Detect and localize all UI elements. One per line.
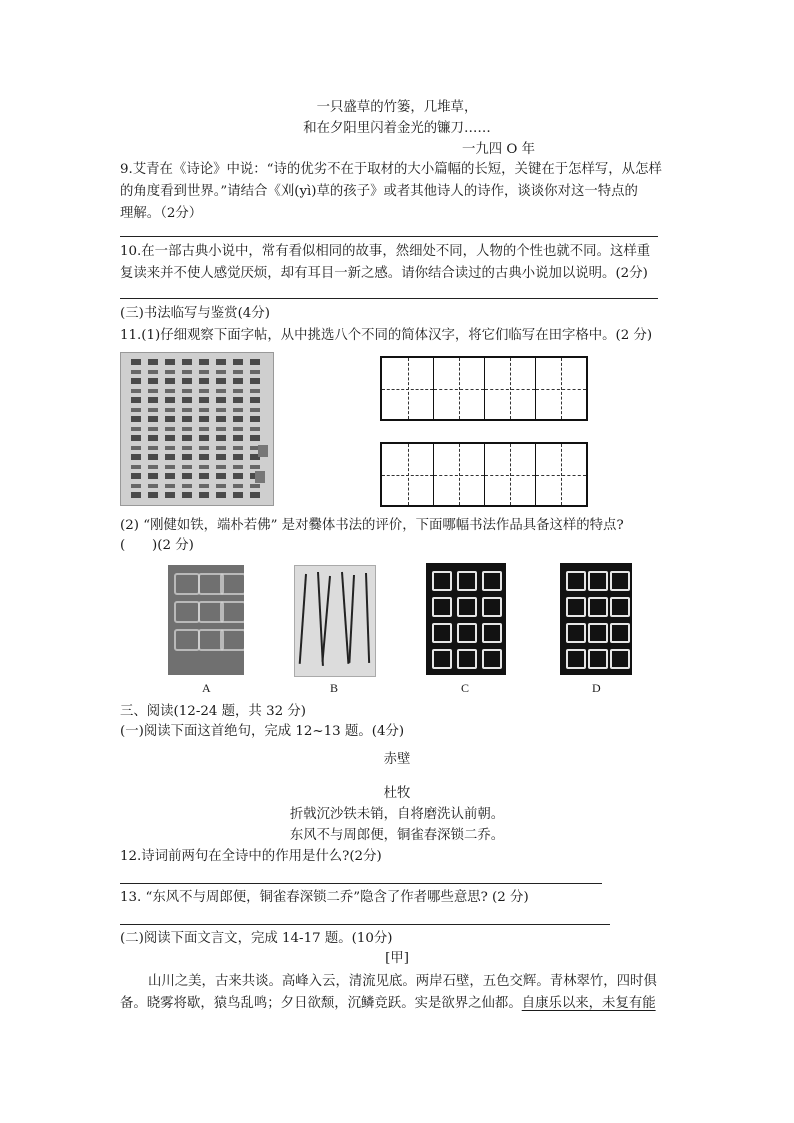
q9-line-3: 理解。（2分） (120, 206, 203, 221)
poem-date: 一九四 О 年 (462, 142, 536, 157)
tiange-cell[interactable] (535, 358, 586, 419)
poem-line-1: 折戟沉沙铁未销，自将磨洗认前朝。 (289, 807, 505, 822)
section-classical-heading: (二)阅读下面文言文，完成 14-17 题。(10分) (120, 931, 393, 946)
section-poem-heading: (一)阅读下面这首绝句，完成 12~13 题。(4分) (120, 724, 405, 739)
option-b-calligraphy-image[interactable] (294, 565, 376, 677)
option-c-calligraphy-image[interactable] (426, 563, 506, 675)
tiange-grid-row-2[interactable] (380, 442, 588, 507)
passage-underlined-sentence: 自康乐以来，未复有能 (521, 996, 656, 1011)
poem-tail-line-1: 一只盛草的竹篓，几堆草， (316, 100, 478, 115)
q10-line-2: 复读来并不使人感觉厌烦，却有耳目一新之感。请你结合读过的古典小说加以说明。(2分) (120, 266, 648, 281)
option-c-label: C (461, 681, 470, 695)
q10-answer-line[interactable] (120, 298, 658, 299)
q9-line-2: 的角度看到世界。”请结合《刈(yì)草的孩子》或者其他诗人的诗作，谈谈你对这一特点的 (120, 184, 638, 199)
tiange-cell[interactable] (433, 444, 484, 505)
q9-answer-line[interactable] (120, 236, 658, 237)
poem-line-2: 东风不与周郎便，铜雀春深锁二乔。 (289, 828, 505, 843)
tiange-cell[interactable] (382, 444, 433, 505)
passage-line-2-text: 备。晓雾将歇，猿鸟乱鸣；夕日欲颓，沉鳞竞跃。实是欲界之仙都。 (120, 996, 522, 1011)
poem-title: 赤壁 (383, 752, 411, 767)
tiange-cell[interactable] (382, 358, 433, 419)
passage-line-2 (120, 994, 656, 1014)
poem-author: 杜牧 (383, 786, 411, 801)
section-reading-heading: 三、阅读(12-24 题，共 32 分) (120, 704, 306, 719)
poem-tail-line-2: 和在夕阳里闪着金光的镰刀…… (303, 121, 491, 136)
option-d-calligraphy-image[interactable] (560, 563, 632, 675)
option-d-label: D (592, 681, 601, 695)
q11-2-prompt-line-1: (2) “刚健如铁，端朴若佛” 是对爨体书法的评价，下面哪幅书法作品具备这样的特点? (120, 518, 624, 533)
q11-2-prompt-line-2: ( )(2 分) (120, 538, 194, 553)
q13-prompt: 13. “东风不与周郎便，铜雀春深锁二乔”隐含了作者哪些意思? (2 分) (120, 890, 529, 905)
q11-1-prompt: 11.(1)仔细观察下面字帖，从中挑选八个不同的简体汉字，将它们临写在田字格中。(2 分) (120, 328, 653, 343)
passage-label: [甲] (385, 951, 409, 966)
tiange-cell[interactable] (484, 358, 535, 419)
tiange-cell[interactable] (535, 444, 586, 505)
tiange-cell[interactable] (484, 444, 535, 505)
q12-answer-line[interactable] (120, 883, 602, 884)
q9-line-1: 9.艾青在《诗论》中说：“诗的优劣不在于取材的大小篇幅的长短，关键在于怎样写，从怎样 (120, 162, 662, 177)
q10-line-1: 10.在一部古典小说中，常有看似相同的故事，然细处不同，人物的个性也就不同。这样重 (120, 244, 651, 259)
tiange-grid-row-1[interactable] (380, 356, 588, 421)
passage-line-1: 山川之美，古来共谈。高峰入云，清流见底。两岸石壁，五色交辉。青林翠竹，四时俱 (148, 974, 657, 989)
option-a-calligraphy-image[interactable] (168, 565, 244, 675)
section-calligraphy-heading: (三)书法临写与鉴赏(4分) (120, 306, 270, 321)
option-a-label: A (202, 681, 211, 695)
q12-prompt: 12.诗词前两句在全诗中的作用是什么?(2分) (120, 849, 382, 864)
q13-answer-line[interactable] (120, 924, 610, 925)
option-b-label: B (330, 681, 339, 695)
tiange-cell[interactable] (433, 358, 484, 419)
calligraphy-copybook-image (120, 352, 274, 506)
